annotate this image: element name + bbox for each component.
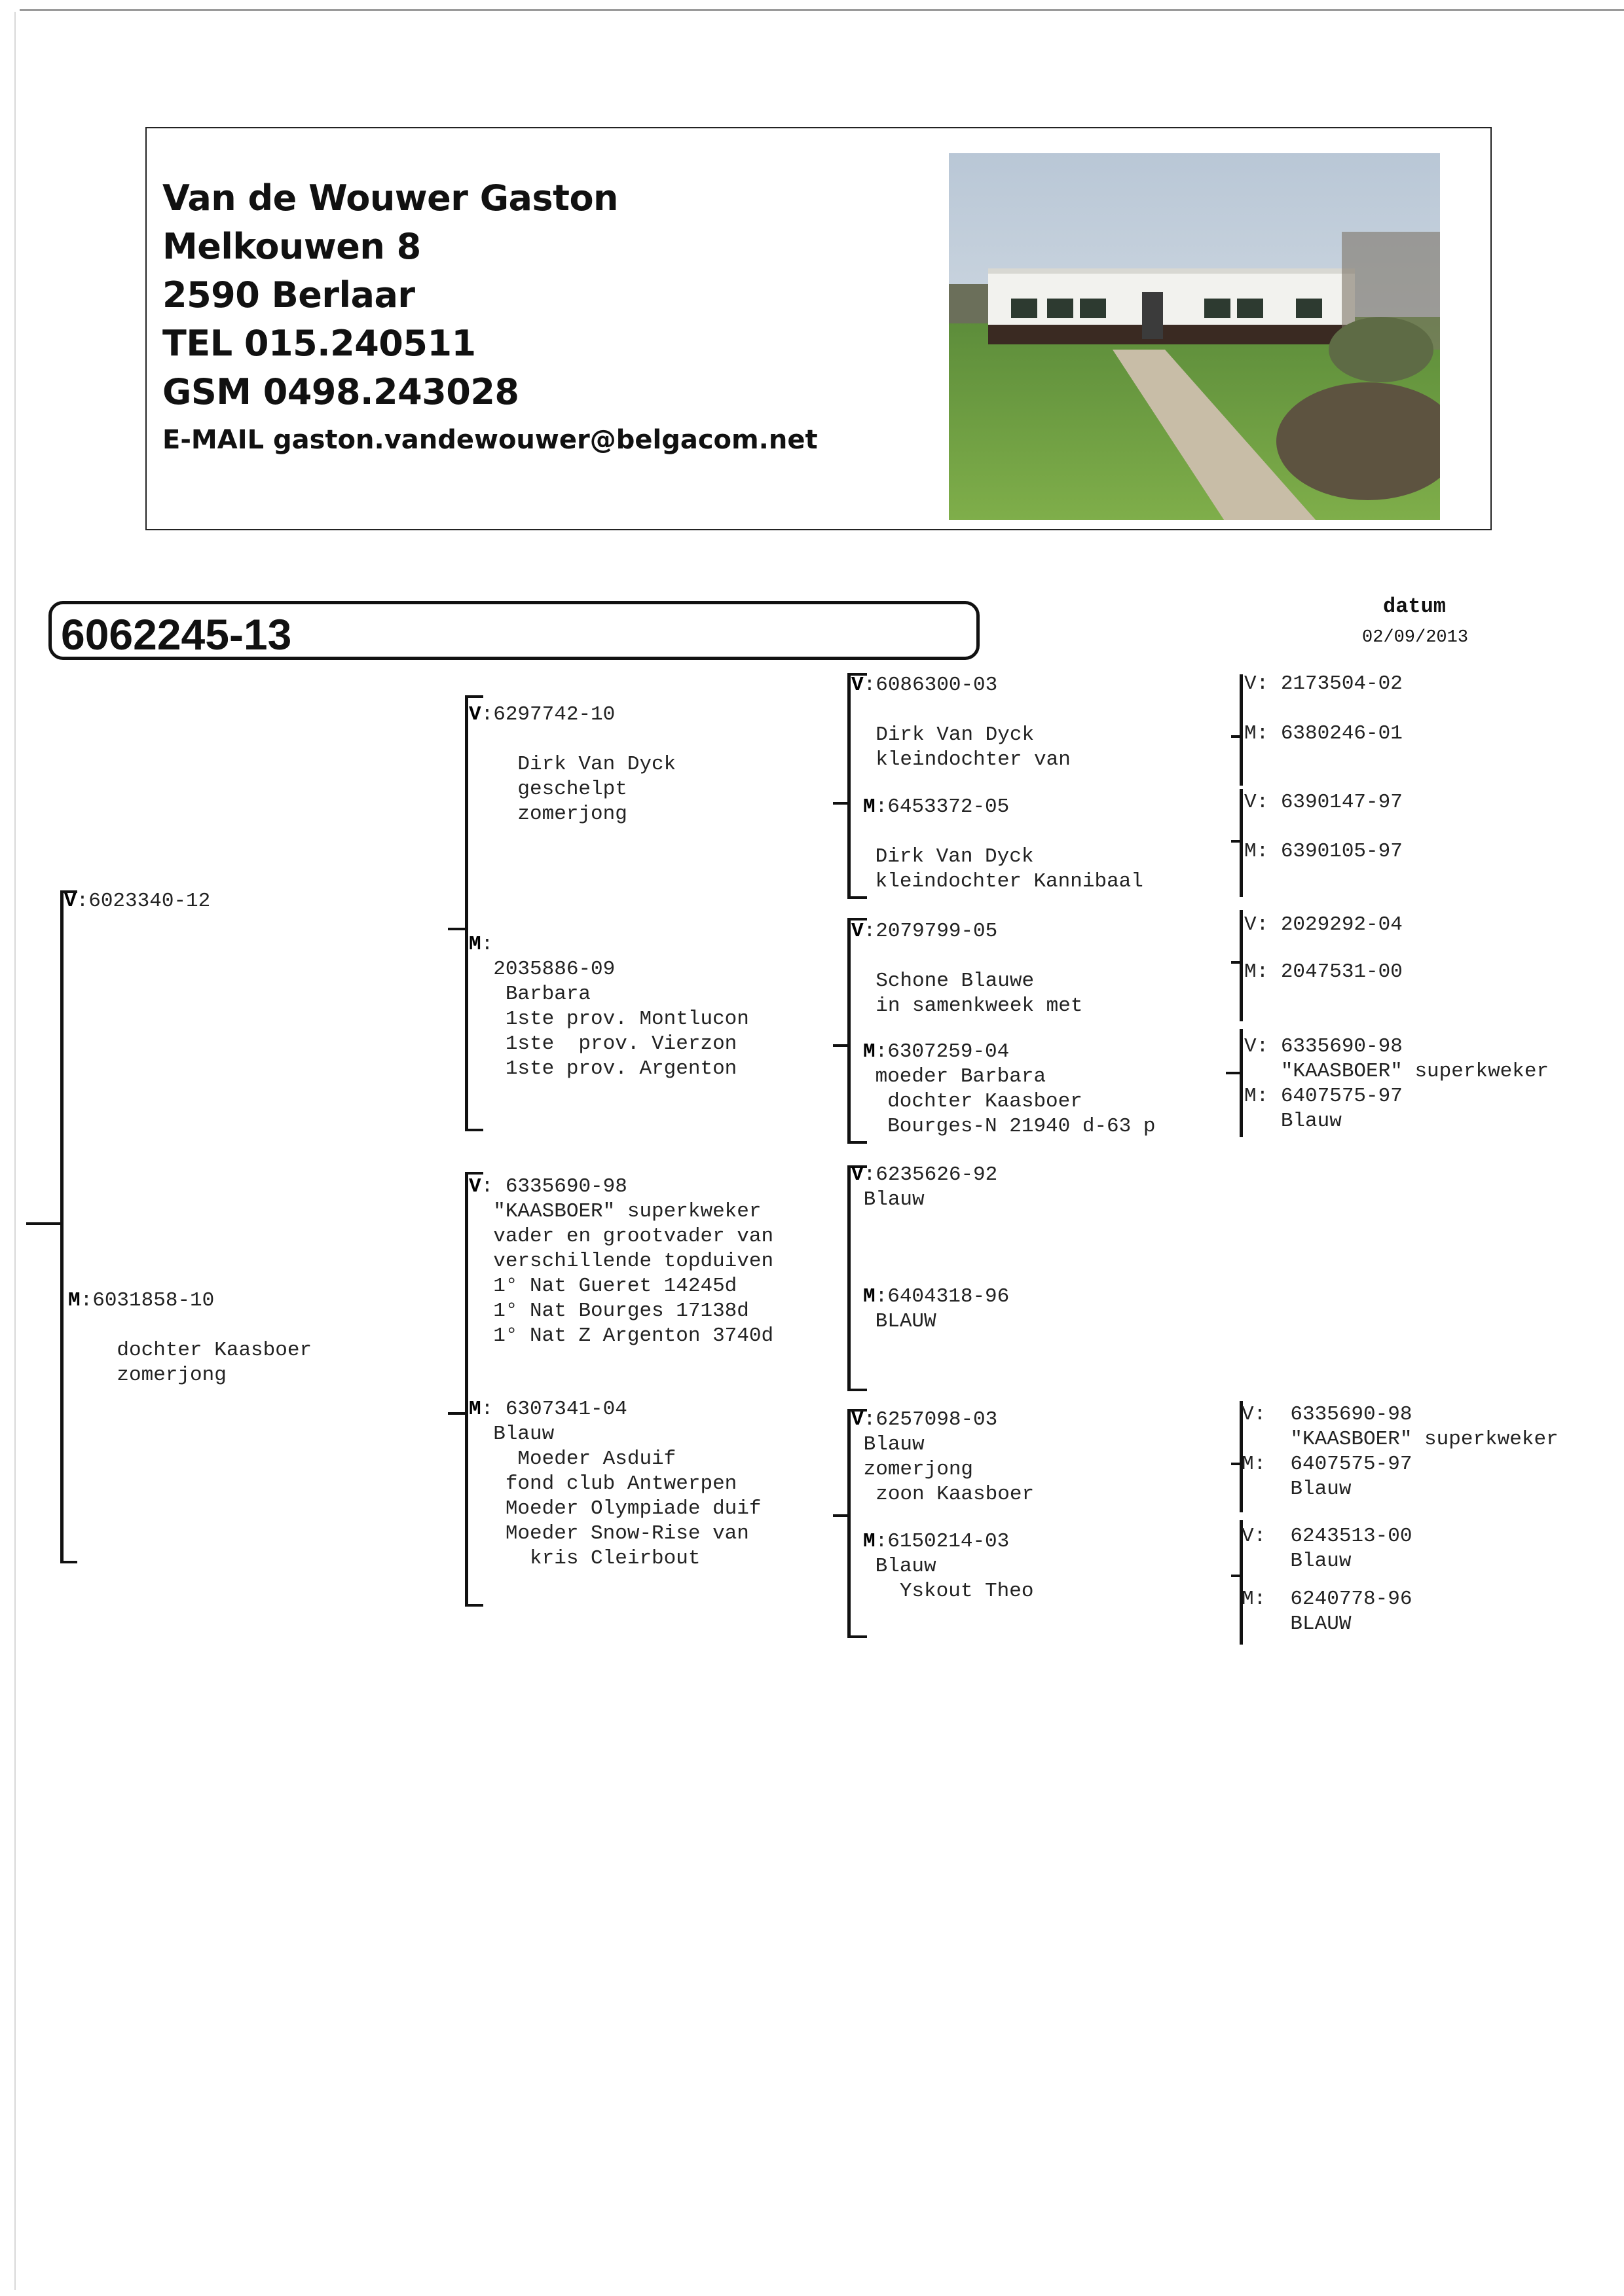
bracket-gen3-2 bbox=[847, 918, 851, 1144]
date-block bbox=[1362, 594, 1467, 647]
fmm-line: dochter Kaasboer bbox=[863, 1090, 1082, 1113]
loft-photo bbox=[949, 153, 1440, 520]
mf-entry: V: 6335690-98 "KAASBOER" superkweker vader en grootvader van verschillende topduiven 1° Nat Gueret 14245d 1° Nat Bourges 17138d 1° Nat Z Argenton 3740d bbox=[469, 1175, 774, 1347]
bracket-cap bbox=[847, 1635, 867, 1638]
mm-line: fond club Antwerpen bbox=[493, 1472, 737, 1495]
mff-line: Blauw bbox=[863, 1188, 925, 1211]
mff-entry: V:6235626-92 Blauw bbox=[851, 1163, 998, 1211]
mf-line: vader en grootvader van bbox=[493, 1225, 774, 1248]
father-ring: 6023340-12 bbox=[88, 890, 211, 913]
bracket-cap bbox=[465, 1129, 483, 1131]
bracket-cap bbox=[847, 896, 867, 899]
g4-line: "KAASBOER" superkweker bbox=[1280, 1060, 1549, 1083]
bracket-cap bbox=[847, 1389, 867, 1391]
mother-ring: 6031858-10 bbox=[92, 1289, 215, 1312]
mfm-line: BLAUW bbox=[875, 1310, 936, 1333]
connector bbox=[833, 1044, 849, 1047]
mm-ring: 6307341-04 bbox=[505, 1398, 627, 1421]
mmm-line: Yskout Theo bbox=[875, 1580, 1034, 1603]
bracket-cap bbox=[60, 1561, 77, 1563]
g4-entry: V: 6390147-97 bbox=[1244, 791, 1403, 814]
fff-ring: 6086300-03 bbox=[876, 674, 998, 697]
fmm-line: Bourges-N 21940 d-63 p bbox=[863, 1115, 1156, 1138]
fm-ring: 2035886-09 bbox=[493, 958, 616, 981]
mother-entry: M:6031858-10 dochter Kaasboer zomerjong bbox=[68, 1289, 312, 1387]
g4-line: "KAASBOER" superkweker bbox=[1290, 1428, 1559, 1451]
mfm-entry: M:6404318-96 BLAUW bbox=[863, 1285, 1010, 1333]
page-top-edge bbox=[20, 9, 1624, 11]
fmf-line: Schone Blauwe bbox=[876, 970, 1035, 993]
g4-ring: 6390147-97 bbox=[1280, 791, 1403, 814]
g4-ring: 2047531-00 bbox=[1280, 960, 1403, 983]
g4-line: Blauw bbox=[1290, 1478, 1352, 1501]
mmf-line: zomerjong bbox=[863, 1458, 974, 1481]
mm-line: Moeder Asduif bbox=[493, 1448, 676, 1470]
mfm-ring: 6404318-96 bbox=[887, 1285, 1010, 1308]
g4-entry: M: 6380246-01 bbox=[1244, 722, 1403, 745]
connector bbox=[833, 1514, 849, 1517]
mother-line: dochter Kaasboer bbox=[117, 1339, 312, 1362]
owner-tel: TEL 015.240511 bbox=[162, 323, 476, 364]
owner-city: 2590 Berlaar bbox=[162, 274, 415, 316]
loft-photo-image bbox=[949, 153, 1440, 520]
mf-line: verschillende topduiven bbox=[493, 1250, 774, 1273]
ffm-line: Dirk Van Dyck bbox=[875, 845, 1034, 868]
ring-number-box bbox=[48, 601, 980, 660]
bracket-cap bbox=[465, 1604, 483, 1607]
mf-ring: 6335690-98 bbox=[505, 1175, 627, 1198]
mm-line: Moeder Olympiade duif bbox=[493, 1497, 762, 1520]
date-value: 02/09/2013 bbox=[1362, 628, 1469, 647]
mm-entry: M: 6307341-04 Blauw Moeder Asduif fond club Antwerpen Moeder Olympiade duif Moeder Snow-Rise van kris Cleirbout bbox=[469, 1398, 762, 1570]
bracket-gen2-mother bbox=[465, 1172, 468, 1607]
g4-ring: 2173504-02 bbox=[1280, 672, 1403, 695]
connector bbox=[448, 928, 465, 930]
bracket-gen4-1 bbox=[1240, 674, 1243, 786]
mmf-line: Blauw bbox=[863, 1433, 925, 1456]
bracket-gen4-3 bbox=[1240, 910, 1243, 1021]
mf-line: 1° Nat Z Argenton 3740d bbox=[493, 1324, 774, 1347]
ffm-entry: M:6453372-05 Dirk Van Dyck kleindochter Kannibaal bbox=[863, 795, 1143, 893]
mf-line: "KAASBOER" superkweker bbox=[493, 1200, 762, 1223]
ring-number: 6062245-13 bbox=[61, 610, 292, 659]
ffm-line: kleindochter Kannibaal bbox=[875, 870, 1143, 893]
g4-entry: V: 6243513-00 Blauw bbox=[1242, 1525, 1412, 1573]
ffm-ring: 6453372-05 bbox=[887, 795, 1010, 818]
fmm-entry: M:6307259-04 moeder Barbara dochter Kaasboer Bourges-N 21940 d-63 p bbox=[863, 1040, 1156, 1138]
g4-ring: 6240778-96 bbox=[1290, 1588, 1412, 1611]
g4-entry: V: 2029292-04 bbox=[1244, 913, 1403, 936]
fmf-ring: 2079799-05 bbox=[876, 920, 998, 943]
bracket-gen2-father bbox=[465, 695, 468, 1131]
g4-line: Blauw bbox=[1280, 1110, 1342, 1133]
mf-line: 1° Nat Gueret 14245d bbox=[493, 1275, 737, 1298]
g4-ring: 6407575-97 bbox=[1290, 1453, 1412, 1476]
owner-gsm: GSM 0498.243028 bbox=[162, 371, 519, 412]
mmf-ring: 6257098-03 bbox=[876, 1408, 998, 1431]
g4-ring: 6335690-98 bbox=[1280, 1035, 1403, 1058]
owner-street: Melkouwen 8 bbox=[162, 226, 421, 267]
fm-line: 1ste prov. Argenton bbox=[505, 1057, 737, 1080]
g4-entry: V: 6335690-98 "KAASBOER" superkweker M: 6407575-97 Blauw bbox=[1244, 1035, 1549, 1133]
fmm-line: moeder Barbara bbox=[863, 1065, 1046, 1088]
connector bbox=[26, 1222, 60, 1225]
ff-ring: 6297742-10 bbox=[493, 703, 616, 726]
mf-line: 1° Nat Bourges 17138d bbox=[493, 1300, 749, 1322]
g4-ring: 6390105-97 bbox=[1280, 840, 1403, 863]
bracket-gen4-4 bbox=[1240, 1029, 1243, 1137]
fm-line: Barbara bbox=[505, 983, 591, 1006]
fff-line: Dirk Van Dyck bbox=[876, 723, 1035, 746]
mmm-ring: 6150214-03 bbox=[887, 1530, 1010, 1553]
g4-ring: 6335690-98 bbox=[1290, 1403, 1412, 1426]
fm-line: 1ste prov. Montlucon bbox=[505, 1008, 749, 1030]
g4-ring: 6407575-97 bbox=[1280, 1085, 1403, 1108]
fm-entry: M: 2035886-09 Barbara 1ste prov. Montlucon 1ste prov. Vierzon 1ste prov. Argenton bbox=[469, 933, 749, 1080]
fff-line: kleindochter van bbox=[876, 748, 1071, 771]
g4-entry: M: 6240778-96 BLAUW bbox=[1242, 1588, 1412, 1635]
mmm-line: Blauw bbox=[875, 1555, 936, 1578]
g4-line: Blauw bbox=[1290, 1550, 1352, 1573]
ff-entry: V:6297742-10 Dirk Van Dyck geschelpt zomerjong bbox=[469, 703, 676, 826]
bracket-gen3-4 bbox=[847, 1409, 851, 1638]
mother-line: zomerjong bbox=[117, 1364, 227, 1387]
fmm-ring: 6307259-04 bbox=[887, 1040, 1010, 1063]
g4-entry: V: 6335690-98 "KAASBOER" superkweker M: 6407575-97 Blauw bbox=[1242, 1403, 1559, 1501]
bracket-gen3-3 bbox=[847, 1165, 851, 1391]
bracket-gen4-2 bbox=[1240, 789, 1243, 897]
bracket-gen1 bbox=[60, 890, 64, 1563]
g4-ring: 6243513-00 bbox=[1290, 1525, 1412, 1548]
mmf-line: zoon Kaasboer bbox=[863, 1483, 1035, 1506]
mm-line: Blauw bbox=[493, 1423, 555, 1446]
fmf-line: in samenkweek met bbox=[876, 994, 1083, 1017]
bracket-cap bbox=[847, 1141, 867, 1144]
owner-name: Van de Wouwer Gaston bbox=[162, 177, 618, 219]
father-entry: V:6023340-12 bbox=[64, 890, 211, 913]
owner-contact bbox=[162, 174, 818, 460]
connector bbox=[448, 1412, 465, 1415]
fm-line: 1ste prov. Vierzon bbox=[505, 1032, 737, 1055]
bracket-cap bbox=[465, 695, 483, 698]
g4-ring: 6380246-01 bbox=[1280, 722, 1403, 745]
ff-line: Dirk Van Dyck bbox=[517, 753, 676, 776]
fff-entry: V:6086300-03 Dirk Van Dyck kleindochter van bbox=[851, 674, 1071, 771]
fmf-entry: V:2079799-05 Schone Blauwe in samenkweek met bbox=[851, 920, 1083, 1017]
g4-entry: M: 2047531-00 bbox=[1244, 960, 1403, 983]
mmf-entry: V:6257098-03 Blauw zomerjong zoon Kaasboer bbox=[851, 1408, 1035, 1506]
ff-line: geschelpt bbox=[517, 778, 627, 801]
g4-entry: M: 6390105-97 bbox=[1244, 840, 1403, 863]
bracket-gen3-1 bbox=[847, 673, 851, 899]
g4-entry: V: 2173504-02 bbox=[1244, 672, 1403, 695]
date-label: datum bbox=[1382, 594, 1446, 619]
connector bbox=[1226, 1072, 1240, 1074]
connector bbox=[833, 802, 849, 805]
g4-ring: 2029292-04 bbox=[1280, 913, 1403, 936]
mm-line: kris Cleirbout bbox=[493, 1547, 701, 1570]
mff-ring: 6235626-92 bbox=[876, 1163, 998, 1186]
ff-line: zomerjong bbox=[517, 803, 627, 826]
page-left-edge bbox=[14, 12, 16, 2290]
owner-email: E-MAIL gaston.vandewouwer@belgacom.net bbox=[162, 425, 818, 455]
owner-header bbox=[145, 127, 1492, 530]
g4-line: BLAUW bbox=[1290, 1613, 1352, 1635]
mm-line: Moeder Snow-Rise van bbox=[493, 1522, 749, 1545]
mmm-entry: M:6150214-03 Blauw Yskout Theo bbox=[863, 1530, 1034, 1603]
